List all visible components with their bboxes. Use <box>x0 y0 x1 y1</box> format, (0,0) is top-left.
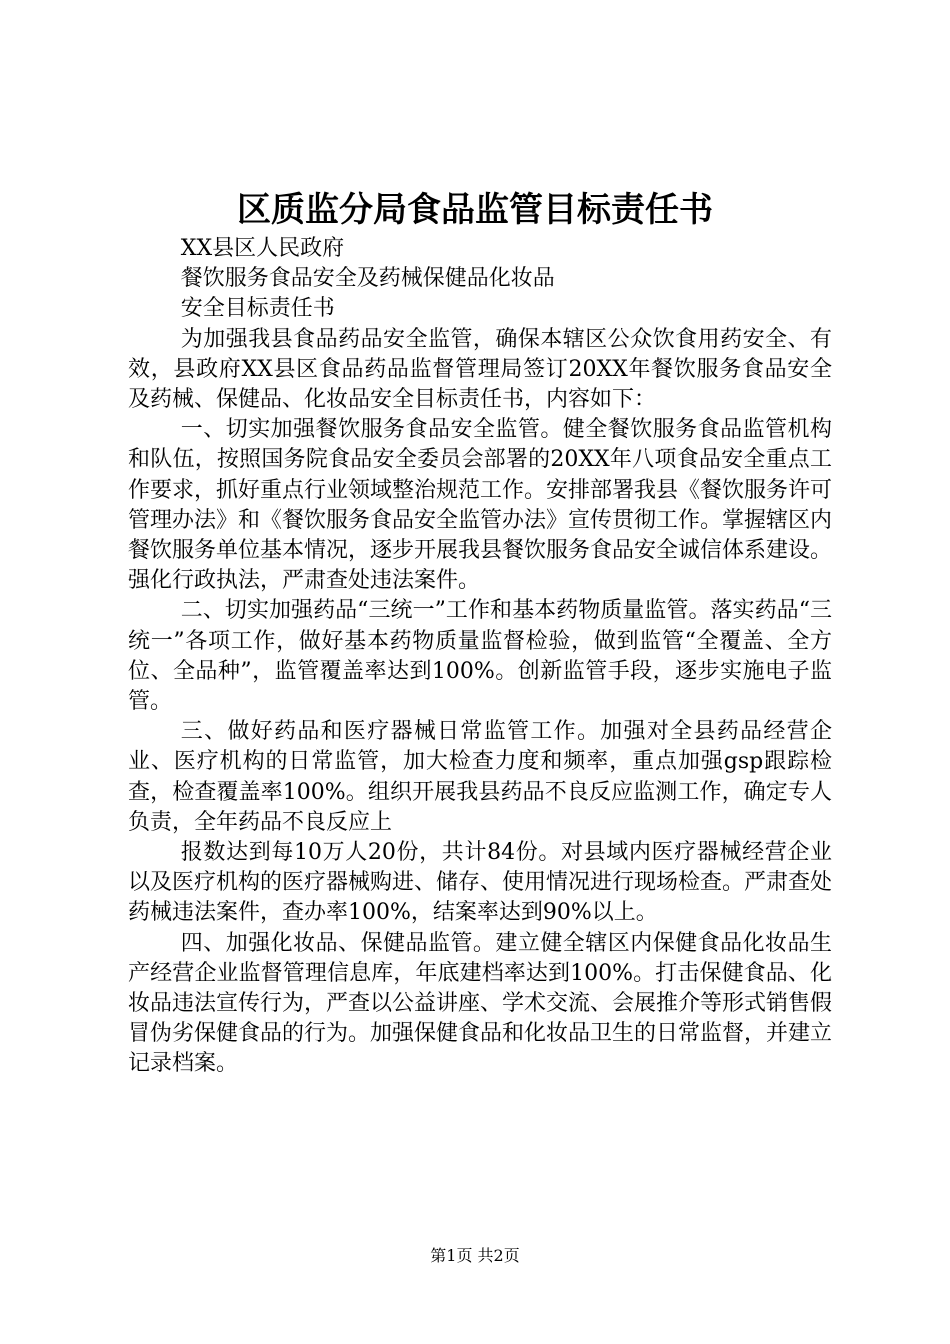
paragraph-section-3-continued: 报数达到每10万人20份，共计84份。对县域内医疗器械经营企业以及医疗机构的医疗器械购进、储存、使用情况进行现场检查。严肃查处药械违法案件，查办率100%，结案率达到90%以上。 <box>128 840 833 926</box>
paragraph-section-2: 二、切实加强药品“三统一”工作和基本药物质量监管。落实药品“三统一”各项工作，做好基本药物质量监督检验，做到监管“全覆盖、全方位、全品种”，监管覆盖率达到100%。创新监管手段，逐步实施电子监管。 <box>128 598 832 715</box>
document-title: 区质监分局食品监管目标责任书 <box>237 190 713 230</box>
document-body <box>128 234 832 1080</box>
header-line-2: 餐饮服务食品安全及药械保健品化妆品 <box>180 266 555 292</box>
header-line-3: 安全目标责任书 <box>180 296 335 322</box>
header-line-1: XX县区人民政府 <box>180 236 345 261</box>
page-footer: 第1页 共2页 <box>430 1246 520 1265</box>
paragraph-section-1: 一、切实加强餐饮服务食品安全监管。健全餐饮服务食品监管机构和队伍，按照国务院食品安全委员会部署的20XX年八项食品安全重点工作要求，抓好重点行业领域整治规范工作。安排部署我县《餐饮服务许可管理办法》和《餐饮服务食品安全监管办法》宣传贯彻工作。掌握辖区内餐饮服务单位基本情况，逐步开展我县餐饮服务食品安全诚信体系建设。强化行政执法，严肃查处违法案件。 <box>128 417 833 594</box>
paragraph-section-4: 四、加强化妆品、保健品监管。建立健全辖区内保健食品化妆品生产经营企业监督管理信息库，年底建档率达到100%。打击保健食品、化妆品违法宣传行为，严查以公益讲座、学术交流、会展推介等形式销售假冒伪劣保健食品的行为。加强保健食品和化妆品卫生的日常监督，并建立记录档案。 <box>128 930 833 1077</box>
paragraph-intro: 为加强我县食品药品安全监管，确保本辖区公众饮食用药安全、有效，县政府XX县区食品药品监督管理局签订20XX年餐饮服务食品安全及药械、保健品、化妆品安全目标责任书，内容如下： <box>128 326 832 413</box>
paragraph-section-3: 三、做好药品和医疗器械日常监管工作。加强对全县药品经营企业、医疗机构的日常监管，加大检查力度和频率，重点加强gsp跟踪检查，检查覆盖率100%。组织开展我县药品不良反应监测工作，确定专人负责，全年药品不良反应上 <box>128 719 832 835</box>
